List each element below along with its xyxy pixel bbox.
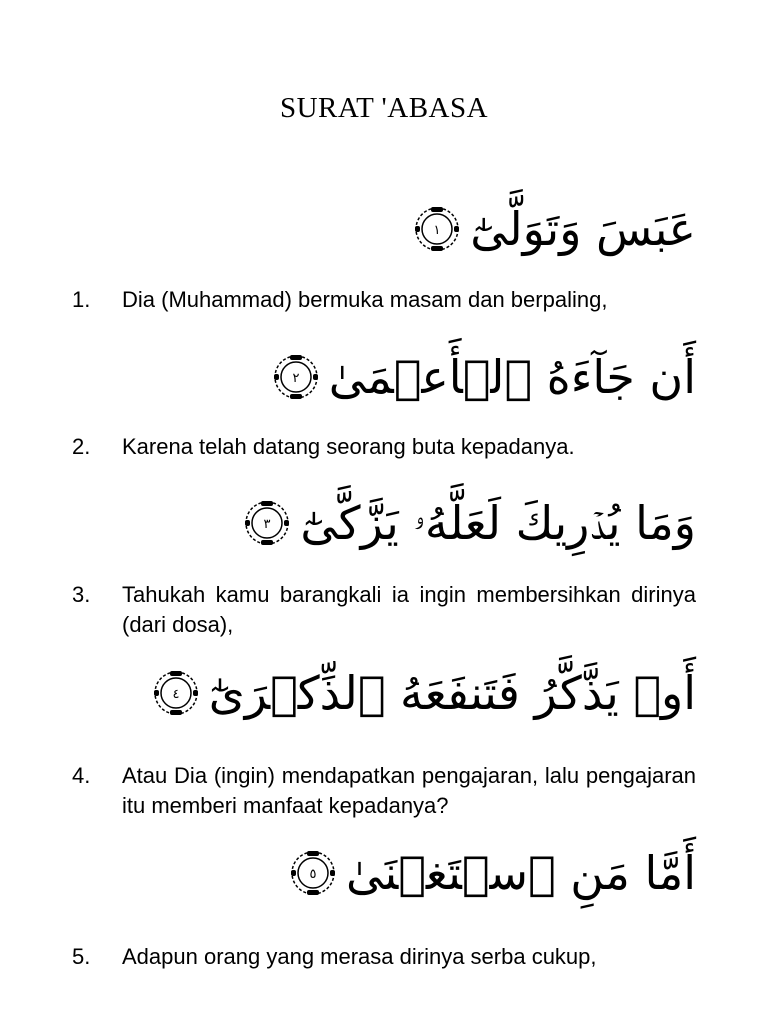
verse-2-arabic [271,352,696,402]
verse-translation-text: Dia (Muhammad) bermuka masam dan berpaling, [122,287,608,312]
verse-translation-text: Tahukah kamu barangkali ia ingin membersihkan dirinya (dari dosa), [122,582,696,637]
ayah-number: ٥ [309,867,317,882]
verse-number: 4. [72,763,91,788]
ayah-end-marker-icon [412,204,462,254]
ayah-number: ٢ [292,371,300,386]
verse-translation-text: Atau Dia (ingin) mendapatkan pengajaran, lalu pengajaran itu memberi manfaat kepadanya? [122,763,696,818]
verse-translation-text: Adapun orang yang merasa dirinya serba cukup, [122,944,597,969]
verse-1-translation [72,285,696,315]
verse-translation-text: Karena telah datang seorang buta kepadanya. [122,434,575,459]
verse-1-arabic [412,204,696,254]
ayah-number: ٣ [263,517,271,532]
verse-5-translation [72,942,696,972]
verse-arabic-text: وَمَا يُدۡرِيكَ لَعَلَّهُۥ يَزَّكَّىٰٓ [300,496,696,550]
verse-number: 5. [72,944,91,969]
verse-arabic-text: عَبَسَ وَتَوَلَّىٰٓ [470,202,696,256]
verse-number: 3. [72,582,91,607]
verse-5-arabic [288,848,696,898]
ayah-number: ١ [433,223,441,238]
ayah-end-marker-icon [288,848,338,898]
verse-arabic-text: أَمَّا مَنِ ٱسۡتَغۡنَىٰ [346,846,696,900]
verse-number: 2. [72,434,91,459]
ayah-end-marker-icon [151,668,201,718]
verse-arabic-text: أَن جَآءَهُ ٱلۡأَعۡمَىٰ [328,350,696,404]
verse-arabic-text: أَوۡ يَذَّكَّرُ فَتَنفَعَهُ ٱلذِّكۡرَىٰٓ [208,666,696,720]
ayah-end-marker-icon [271,352,321,402]
verse-number: 1. [72,287,91,312]
verse-4-arabic [151,668,696,718]
verse-4-translation [72,761,696,821]
page-title: SURAT 'ABASA [279,92,489,124]
ayah-number: ٤ [172,687,180,702]
verse-3-translation [72,580,696,640]
verse-3-arabic [242,498,696,548]
ayah-end-marker-icon [242,498,292,548]
verse-2-translation [72,432,696,462]
